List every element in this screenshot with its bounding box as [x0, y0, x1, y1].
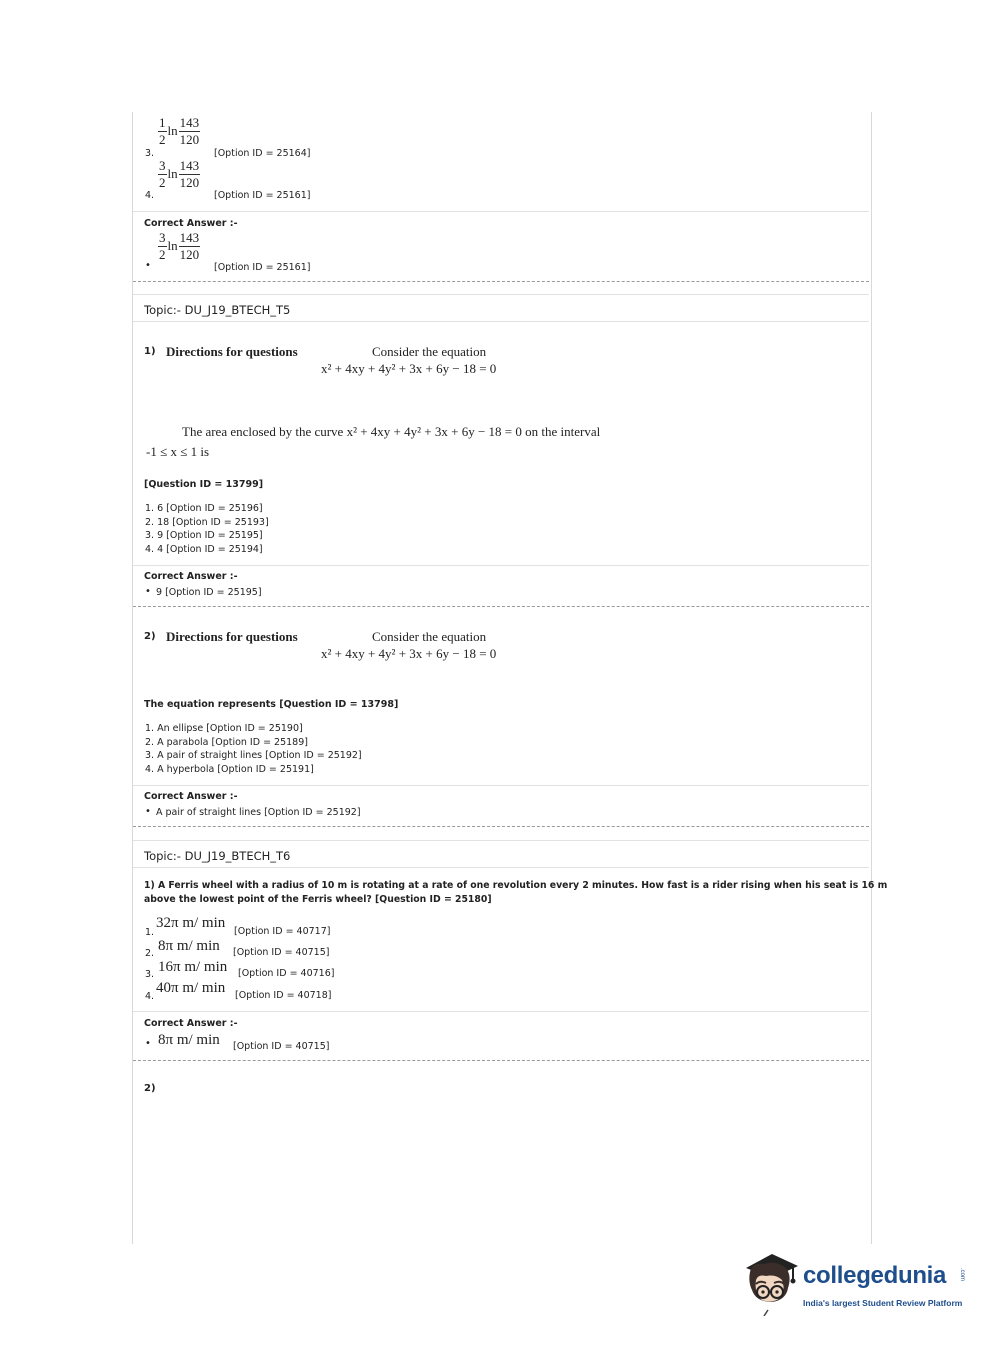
option-4: 4. A hyperbola [Option ID = 25191]: [145, 763, 314, 775]
collegedunia-logo-icon: [742, 1250, 804, 1316]
correct-answer-expression: 8π m/ min: [158, 1032, 220, 1048]
option-4: 4. 4 [Option ID = 25194]: [145, 543, 263, 555]
question-interval: -1 ≤ x ≤ 1 is: [146, 444, 210, 459]
divider: [133, 785, 869, 786]
brand-suffix: .com: [959, 1268, 965, 1282]
divider: [133, 321, 869, 322]
equation: x² + 4xy + 4y² + 3x + 6y − 18 = 0: [321, 361, 497, 376]
question-id: [Question ID = 13799]: [144, 479, 264, 490]
divider: [133, 1011, 869, 1012]
equation: x² + 4xy + 4y² + 3x + 6y − 18 = 0: [321, 646, 497, 661]
option-1: 1. 6 [Option ID = 25196]: [145, 503, 263, 514]
option-1-number: 1.: [145, 927, 155, 938]
directions-text: Consider the equation: [372, 344, 487, 359]
question-text-line-2: above the lowest point of the Ferris wheel? [Question ID = 25180]: [144, 894, 492, 905]
divider: [133, 294, 869, 295]
option-4-number: 4.: [145, 190, 155, 201]
option-4-expression: 40π m/ min: [156, 980, 226, 996]
option-1-expression: 32π m/ min: [156, 915, 226, 931]
correct-answer: 9 [Option ID = 25195]: [156, 587, 262, 598]
option-4-expression: 3 2 ln 143 120: [159, 158, 200, 190]
option-3-id: [Option ID = 40716]: [238, 968, 335, 979]
option-2: 2. 18 [Option ID = 25193]: [145, 516, 269, 528]
option-1: 1. An ellipse [Option ID = 25190]: [145, 723, 303, 734]
option-4-id: [Option ID = 25161]: [214, 190, 311, 201]
option-2: 2. A parabola [Option ID = 25189]: [145, 736, 308, 748]
option-2-id: [Option ID = 40715]: [233, 947, 330, 958]
option-3-expression: 16π m/ min: [158, 959, 228, 975]
option-2-number: 2.: [145, 948, 155, 959]
divider: [133, 211, 869, 212]
section-divider: [133, 281, 869, 282]
section-divider: [133, 826, 869, 827]
option-3-expression: 1 2 ln 143 120: [159, 115, 200, 147]
divider: [133, 867, 869, 868]
question-number: 2): [144, 631, 156, 642]
option-3-number: 3.: [145, 969, 155, 980]
section-divider: [133, 1060, 869, 1061]
option-3: 3. 9 [Option ID = 25195]: [145, 530, 263, 542]
bullet-icon: •: [145, 260, 151, 271]
option-2-expression: 8π m/ min: [158, 938, 220, 954]
correct-answer-label: Correct Answer :-: [144, 791, 238, 802]
section-divider: [133, 606, 869, 607]
question-text: The area enclosed by the curve x² + 4xy + 4y² + 3x + 6y − 18 = 0 on the interval: [182, 424, 601, 439]
question-text-line-1: 1) A Ferris wheel with a radius of 10 m is rotating at a rate of one revolution every 2 minutes. How fast is a rider rising when his seat is 16 m: [144, 880, 888, 891]
directions-heading: Directions for questions: [166, 344, 298, 359]
bullet-icon: •: [145, 586, 151, 597]
question-number: 1): [144, 346, 156, 357]
topic-title: Topic:- DU_J19_BTECH_T6: [144, 849, 291, 863]
question-stem: The equation represents [Question ID = 13798]: [144, 699, 399, 710]
correct-answer-label: Correct Answer :-: [144, 1018, 238, 1029]
bullet-icon: •: [145, 806, 151, 817]
correct-answer: A pair of straight lines [Option ID = 25192]: [156, 807, 361, 818]
correct-answer-label: Correct Answer :-: [144, 218, 238, 229]
bullet-icon: •: [145, 1038, 151, 1049]
correct-answer-id: [Option ID = 40715]: [233, 1041, 330, 1052]
option-3-number: 3.: [145, 148, 155, 159]
directions-text: Consider the equation: [372, 629, 487, 644]
option-4-id: [Option ID = 40718]: [235, 990, 332, 1001]
option-3-id: [Option ID = 25164]: [214, 148, 311, 159]
option-1-id: [Option ID = 40717]: [234, 926, 331, 937]
option-4-number: 4.: [145, 991, 155, 1002]
divider: [133, 565, 869, 566]
brand-name: collegedunia: [803, 1262, 947, 1289]
brand-tagline: India's largest Student Review Platform: [803, 1298, 963, 1308]
question-number: 2): [144, 1083, 156, 1094]
directions-heading: Directions for questions: [166, 629, 298, 644]
correct-answer-expression: 3 2 ln 143 120: [159, 230, 200, 262]
correct-answer-label: Correct Answer :-: [144, 571, 238, 582]
option-3: 3. A pair of straight lines [Option ID = 25192]: [145, 750, 362, 762]
topic-title: Topic:- DU_J19_BTECH_T5: [144, 303, 291, 317]
divider: [133, 840, 869, 841]
correct-answer-id: [Option ID = 25161]: [214, 262, 311, 273]
